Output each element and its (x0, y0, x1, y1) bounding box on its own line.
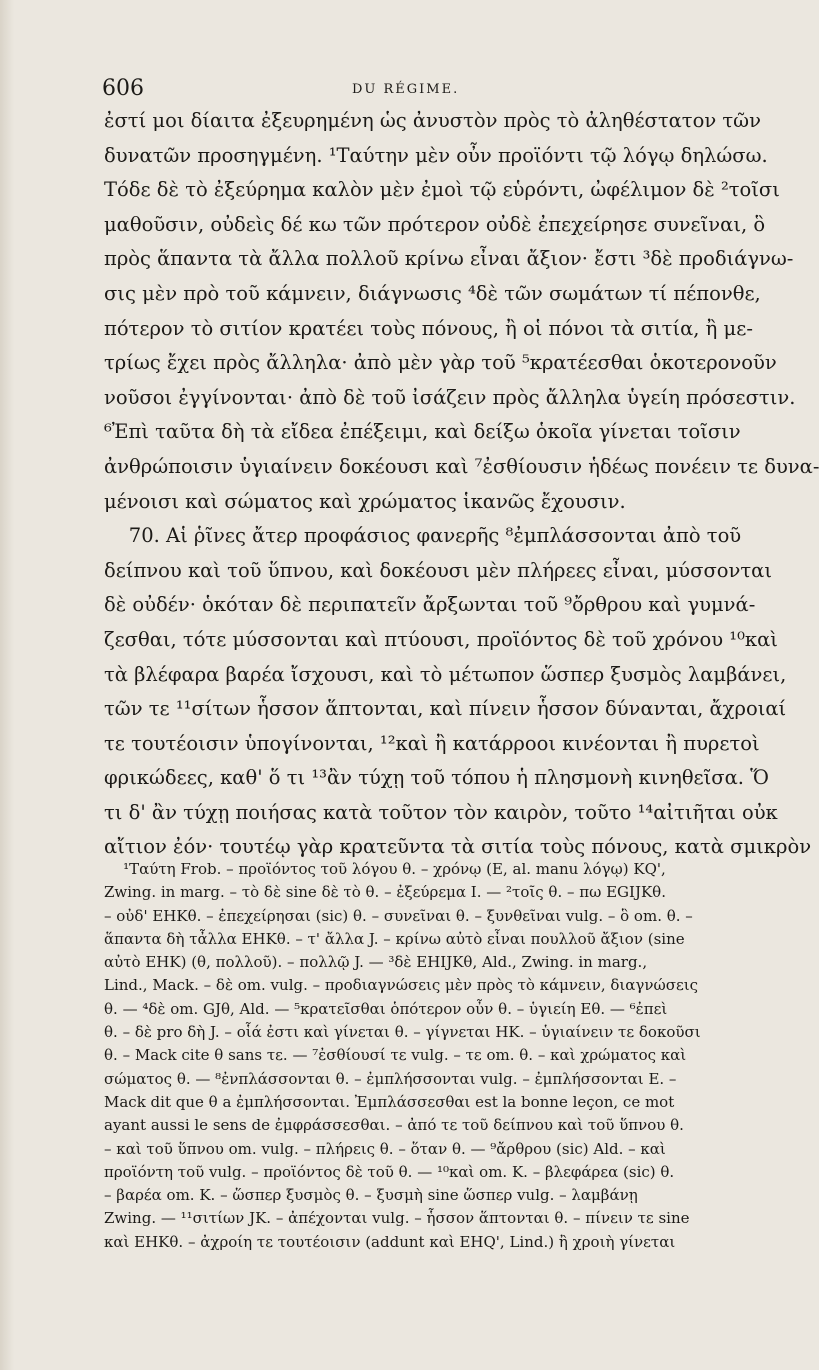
text-line: δείπνου καὶ τοῦ ὕπνου, καὶ δοκέουσι μὲν πλήρεες εἶναι, μύσσονται (104, 558, 772, 582)
text-line: φρικώδεες, καθ' ὅ τι ¹³ἂν τύχῃ τοῦ τόπου ἡ πλησμονὴ κινηθεῖσα. Ὅ (104, 766, 769, 790)
footnote-line: θ. – Mack cite θ sans τε. — ⁷ἐσθίουσί τε vulg. – τε om. θ. – καὶ χρώματος καὶ (104, 1046, 687, 1065)
footnote-line: σώματος θ. — ⁸ἐνπλάσσονται θ. – ἐμπλήσσονται vulg. – ἐμπλήσσονται E. – (104, 1069, 677, 1088)
text-line: μένοισι καὶ σώματος καὶ χρώματος ἱκανῶς ἔχουσιν. (104, 489, 626, 513)
footnote-line: Lind., Mack. – δὲ om. vulg. – προδιαγνώσεις μὲν πρὸς τὸ κάμνειν, διαγνώσεις (104, 976, 699, 995)
text-line: ἀνθρώποισιν ὑγιαίνειν δοκέουσι καὶ ⁷ἐσθίουσιν ἡδέως πονέειν τε δυνα- (104, 454, 819, 478)
text-line: τῶν τε ¹¹σίτων ἧσσον ἅπτονται, καὶ πίνειν ἧσσον δύνανται, ἄχροιαί (104, 697, 787, 721)
footnote-line: ayant aussi le sens de ἐμφράσσεσθαι. – ἀπό τε τοῦ δείπνου καὶ τοῦ ὕπνου θ. (104, 1116, 684, 1135)
running-head: DU RÉGIME. (352, 82, 460, 97)
text-line: μαθοῦσιν, οὐδεὶς δέ κω τῶν πρότερον οὐδὲ ἐπεχείρησε συνεῖναι, ὃ (104, 212, 766, 236)
text-line: ἐστί μοι δίαιτα ἐξευρημένη ὡς ἀνυστὸν πρὸς τὸ ἀληθέστατον τῶν (104, 109, 761, 132)
footnote-line: καὶ EHKθ. – ἀχροίη τε τουτέοισιν (addunt καὶ EHQ', Lind.) ἢ χροιὴ γίνεται (104, 1232, 676, 1251)
text-line: νοῦσοι ἐγγίνονται· ἀπὸ δὲ τοῦ ἰσάζειν πρὸς ἄλληλα ὑγείη πρόσεστιν. (104, 385, 796, 409)
text-line: τρίως ἔχει πρὸς ἄλληλα· ἀπὸ μὲν γὰρ τοῦ ⁵κρατέεσθαι ὁκοτερονοῦν (104, 351, 777, 375)
text-line: τε τουτέοισιν ὑπογίνονται, ¹²καὶ ἢ κατάρροοι κινέονται ἢ πυρετοὶ (104, 731, 760, 755)
text-line: ζεσθαι, τότε μύσσονται καὶ πτύουσι, προϊόντος δὲ τοῦ χρόνου ¹⁰καὶ (104, 627, 778, 651)
footnote-line: αὐτὸ EHK) (θ, πολλοῦ). – πολλῷ J. — ³δὲ EHIJKθ, Ald., Zwing. in marg., (104, 953, 648, 972)
footnote-line: – βαρέα om. K. – ὥσπερ ξυσμὸς θ. – ξυσμὴ sine ὥσπερ vulg. – λαμβάνῃ (104, 1186, 638, 1205)
text-line: δὲ οὐδέν· ὁκόταν δὲ περιπατεῖν ἄρξωνται τοῦ ⁹ὄρθρου καὶ γυμνά- (104, 593, 756, 617)
section-70-start: 70. Αἱ ῥῖνες ἄτερ προφάσιος φανερῆς ⁸ἐμπλάσσονται ἀπὸ τοῦ (104, 524, 742, 548)
footnote-line: Zwing. — ¹¹σιτίων JK. – ἀπέχονται vulg. – ἧσσον ἅπτονται θ. – πίνειν τε sine (104, 1209, 690, 1228)
text-line: πότερον τὸ σιτίον κρατέει τοὺς πόνους, ἢ οἱ πόνοι τὰ σιτία, ἢ με- (104, 316, 753, 340)
text-line: δυνατῶν προσηγμένη. ¹Ταύτην μὲν οὖν προϊόντι τῷ λόγῳ δηλώσω. (104, 143, 768, 167)
page-header (102, 76, 742, 104)
footnote-line: θ. — ⁴δὲ om. GJθ, Ald. — ⁵κρατεῖσθαι ὁπότερον οὖν θ. – ὑγιείη Eθ. — ⁶ἐπεὶ (104, 999, 668, 1018)
page-gutter-shadow (0, 0, 14, 1370)
footnote-line: ἅπαντα δὴ τἆλλα EHKθ. – τ' ἄλλα J. – κρίνω αὐτὸ εἶναι πουλλοῦ ἄξιον (sine (104, 929, 685, 948)
text-line: τὰ βλέφαρα βαρέα ἴσχουσι, καὶ τὸ μέτωπον ὥσπερ ξυσμὸς λαμβάνει, (104, 662, 787, 686)
text-line: Τόδε δὲ τὸ ἐξεύρημα καλὸν μὲν ἐμοὶ τῷ εὑρόντι, ὠφέλιμον δὲ ²τοῖσι (104, 178, 780, 202)
footnote-line: Zwing. in marg. – τὸ δὲ sine δὲ τὸ θ. – ἐξεύρεμα I. — ²τοῖς θ. – πω EGIJKθ. (104, 883, 666, 902)
footnote-line: προϊόντη τοῦ vulg. – προϊόντος δὲ τοῦ θ. — ¹⁰καὶ om. K. – βλεφάρεα (sic) θ. (104, 1162, 675, 1181)
footnote-line: – καὶ τοῦ ὕπνου om. vulg. – πλήρεις θ. – ὅταν θ. — ⁹ἄρθρου (sic) Ald. – καὶ (104, 1139, 666, 1158)
page-number: 606 (102, 76, 144, 101)
text-line: τι δ' ἂν τύχῃ ποιήσας κατὰ τοῦτον τὸν καιρὸν, τοῦτο ¹⁴αἰτιῆται οὐκ (104, 800, 778, 824)
footnote-line: – οὐδ' EHKθ. – ἐπεχείρησαι (sic) θ. – συνεῖναι θ. – ξυνθεῖναι vulg. – ὃ om. θ. – (104, 906, 693, 925)
footnote-line: θ. – δὲ pro δὴ J. – οἷά ἐστι καὶ γίνεται θ. – γίγνεται HK. – ὑγιαίνειν τε δοκοῦσι (104, 1023, 701, 1042)
footnotes (104, 858, 740, 1254)
text-line: πρὸς ἅπαντα τὰ ἄλλα πολλοῦ κρίνω εἶναι ἄξιον· ἔστι ³δὲ προδιάγνω- (104, 247, 794, 271)
footnote-line: Mack dit que θ a ἐμπλήσσονται. Ἐμπλάσσεσθαι est la bonne leçon, ce mot (104, 1092, 675, 1111)
text-line: σις μὲν πρὸ τοῦ κάμνειν, διάγνωσις ⁴δὲ τῶν σωμάτων τί πέπονθε, (104, 281, 761, 305)
text-line: ⁶Ἐπὶ ταῦτα δὴ τὰ εἴδεα ἐπέξειμι, καὶ δείξω ὁκοῖα γίνεται τοῖσιν (104, 420, 741, 444)
footnote-line: ¹Ταύτη Frob. – προϊόντος τοῦ λόγου θ. – χρόνῳ (E, al. manu λόγῳ) KQ', (104, 860, 666, 878)
main-text (104, 104, 819, 865)
text-line: αἴτιον ἐόν· τουτέῳ γὰρ κρατεῦντα τὰ σιτία τοὺς πόνους, κατὰ σμικρὸν (104, 835, 812, 859)
